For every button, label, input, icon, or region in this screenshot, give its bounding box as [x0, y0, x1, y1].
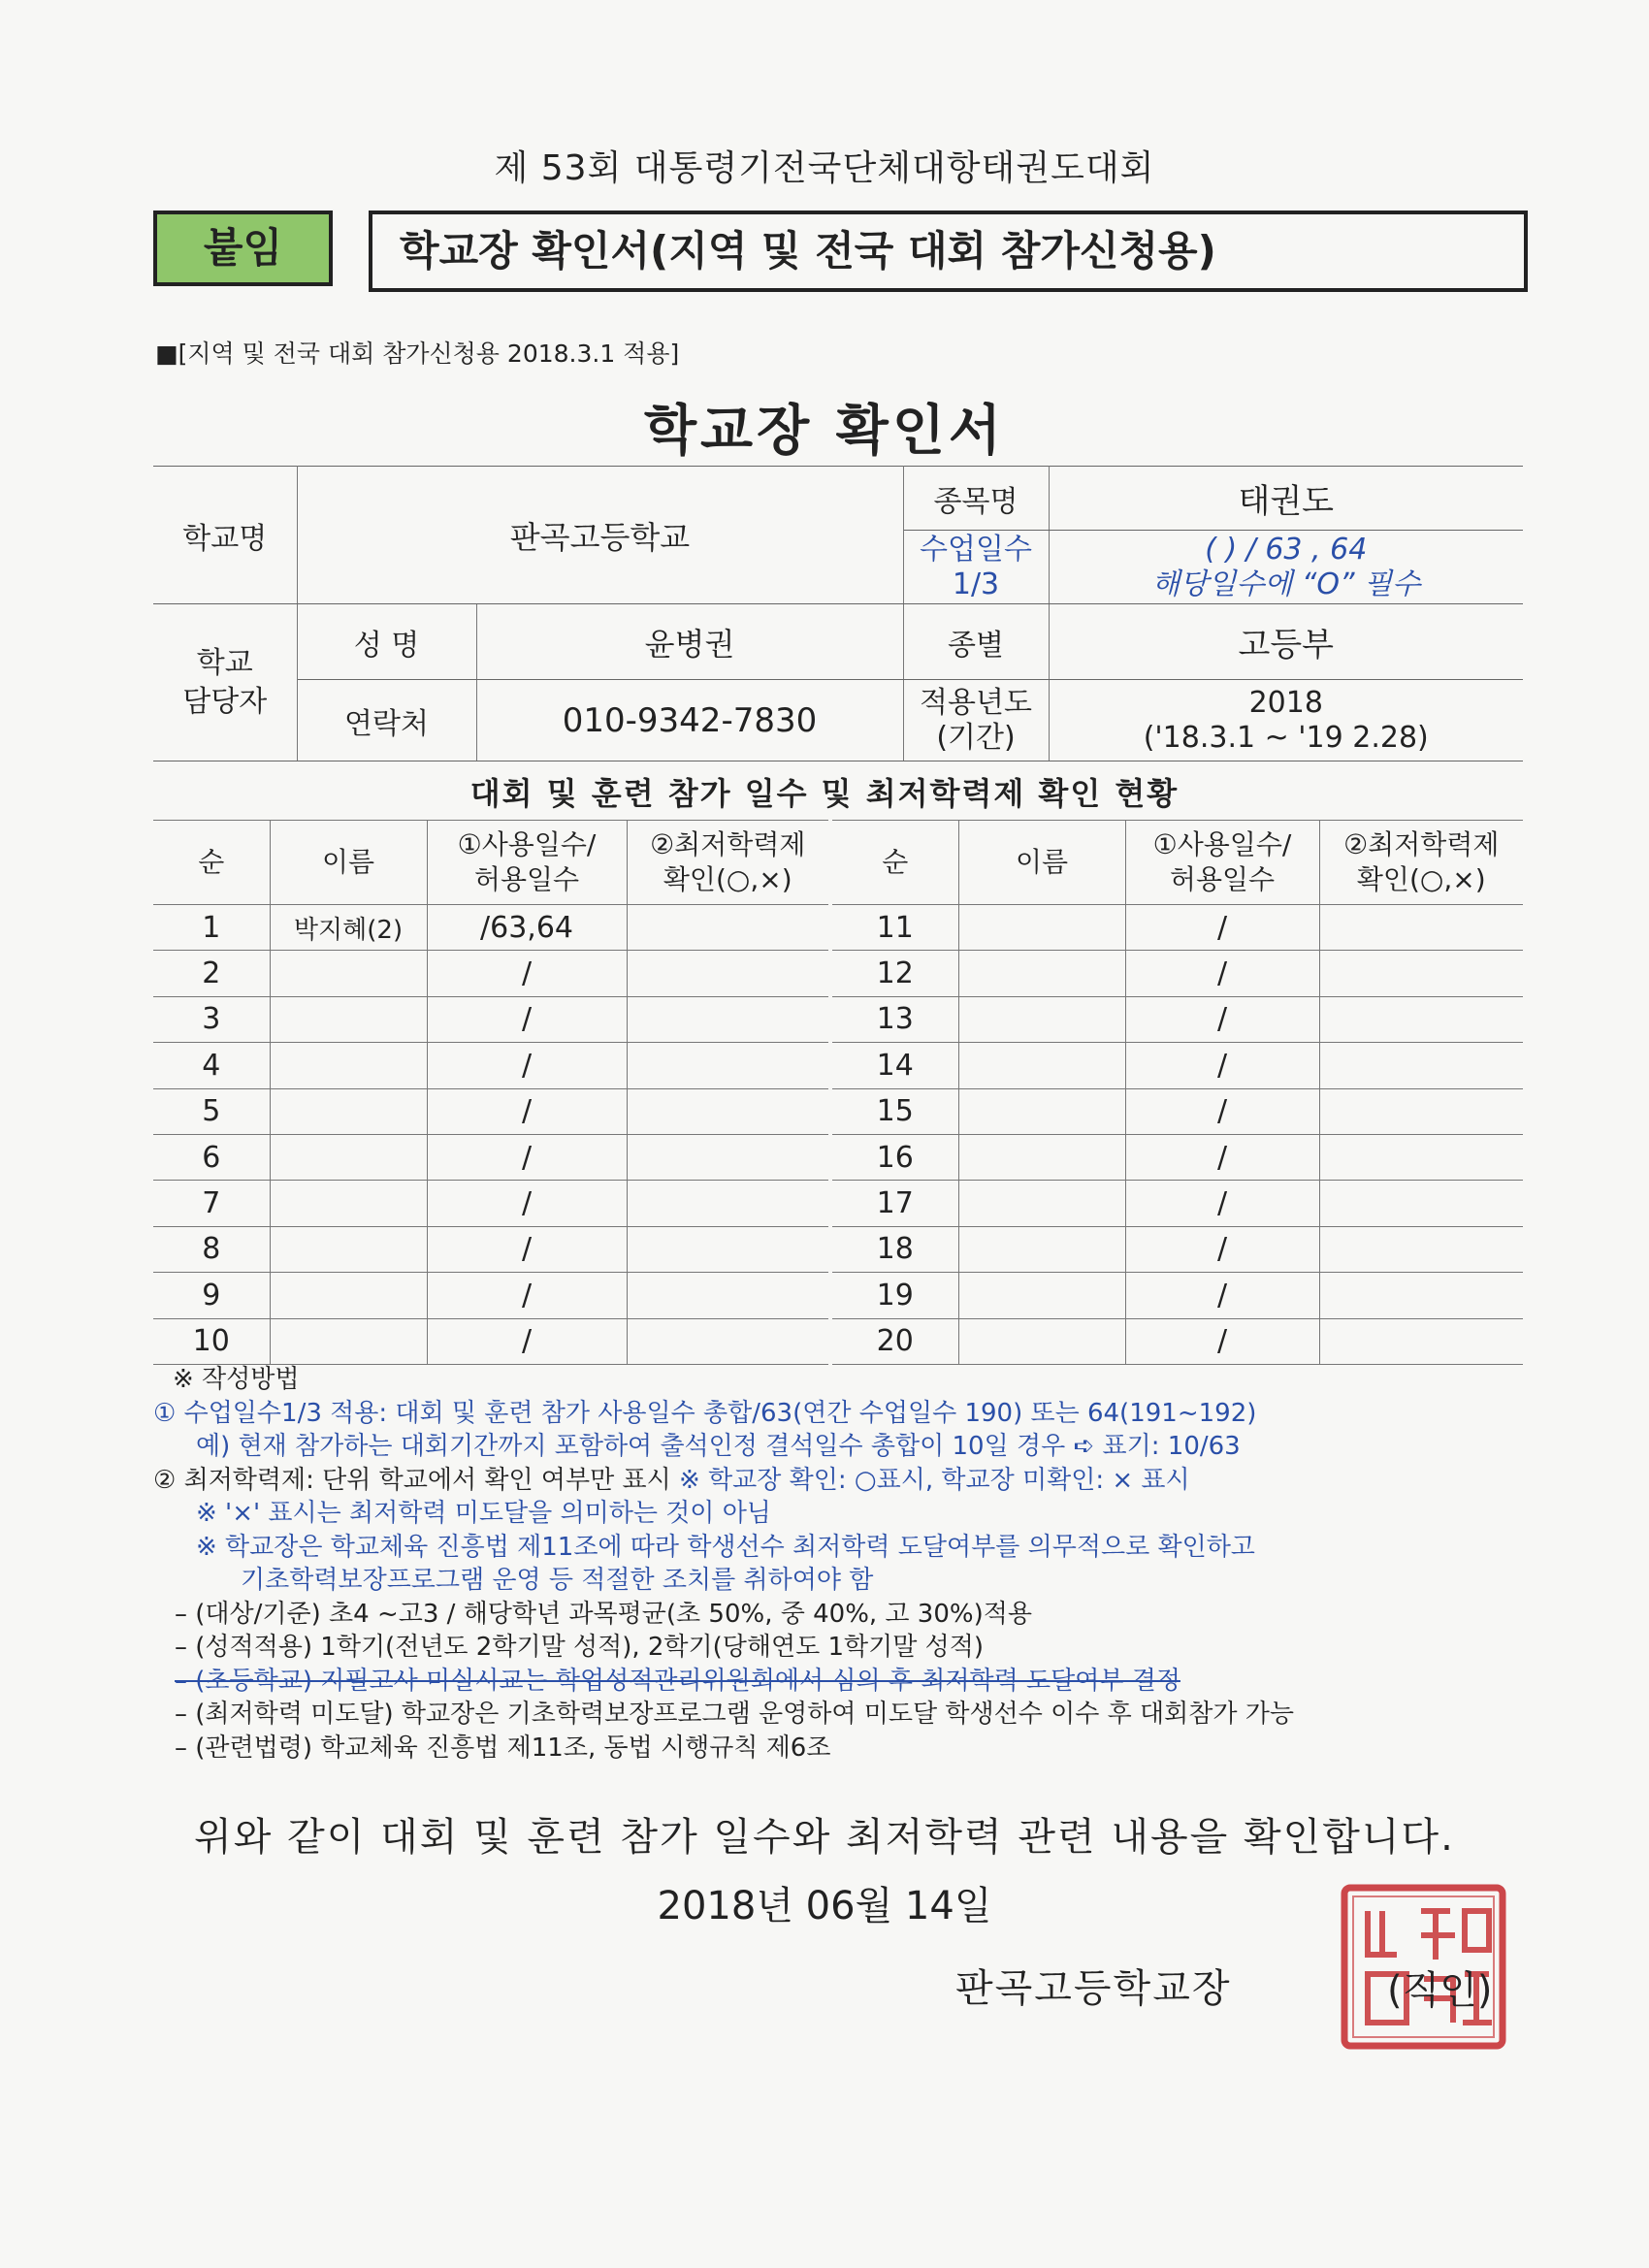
row-check — [1319, 996, 1523, 1042]
row-name — [958, 1088, 1125, 1134]
table-row — [832, 1043, 1523, 1088]
manager-label-2: 담당자 — [182, 684, 268, 719]
row-name — [958, 1134, 1125, 1180]
row-days: / — [427, 1134, 627, 1180]
classdays-label: 수업일수 — [920, 532, 1032, 567]
row-days: / — [427, 1043, 627, 1088]
manager-label: 학교 — [196, 645, 253, 680]
table-row — [832, 905, 1523, 951]
row-check — [1319, 1043, 1523, 1088]
row-days: / — [1125, 1318, 1319, 1364]
row-days: / — [1125, 1181, 1319, 1226]
principal-name: 판곡고등학교장 — [955, 1966, 1232, 2011]
header-no: 순 — [832, 821, 958, 905]
event-title: 제 53회 대통령기전국단체대항태권도대회 — [494, 148, 1155, 188]
notes-heading: ※ 작성방법 — [173, 1365, 300, 1394]
header-days-2: 허용일수 — [1169, 863, 1276, 895]
note-1b: 예) 현재 참가하는 대회기간까지 포함하여 출석인정 결석일수 총합이 10일 경우 ➪ 표기: 10/63 — [196, 1432, 1241, 1461]
note-1: ① 수업일수1/3 적용: 대회 및 훈련 참가 사용일수 총합/63(연간 수업일수 190) 또는 64(191~192) — [153, 1398, 1257, 1428]
row-no: 13 — [832, 996, 958, 1042]
header-check: ②최저학력제 — [650, 828, 806, 860]
detail-5: – (관련법령) 학교체육 진흥법 제11조, 동법 시행규칙 제6조 — [175, 1733, 831, 1763]
header-name: 이름 — [270, 821, 427, 905]
row-name — [958, 951, 1125, 996]
row-check — [627, 1273, 828, 1318]
row-days: / — [427, 996, 627, 1042]
table-row — [153, 1181, 828, 1226]
participation-table-left — [153, 820, 828, 1365]
row-check — [627, 1134, 828, 1180]
row-name — [958, 1181, 1125, 1226]
row-name — [958, 996, 1125, 1042]
note-4b: 기초학력보장프로그램 운영 등 적절한 조치를 취하여야 함 — [241, 1566, 874, 1595]
row-no: 3 — [153, 996, 270, 1042]
contact-value: 010-9342-7830 — [476, 680, 903, 761]
table-row — [832, 1318, 1523, 1364]
row-name — [270, 1088, 427, 1134]
table-row — [153, 1043, 828, 1088]
row-days: / — [1125, 1273, 1319, 1318]
row-check — [627, 1226, 828, 1272]
header-check: ②최저학력제 — [1343, 828, 1500, 860]
row-check — [627, 1318, 828, 1364]
row-days: / — [1125, 1088, 1319, 1134]
row-check — [627, 905, 828, 951]
row-no: 9 — [153, 1273, 270, 1318]
table-row — [153, 1226, 828, 1272]
issue-date: 2018년 06월 14일 — [657, 1884, 992, 1928]
sport-label: 종목명 — [903, 467, 1049, 531]
category-value: 고등부 — [1049, 604, 1523, 680]
row-days: / — [1125, 996, 1319, 1042]
row-check — [627, 996, 828, 1042]
note-2: ② 최저학력제: 단위 학교에서 확인 여부만 표시 — [153, 1465, 680, 1495]
classdays-value: ( ) / 63 , 64 — [1205, 532, 1368, 567]
row-name: 박지혜(2) — [270, 905, 427, 951]
detail-3: – (초등학교) 지필고사 미실시교는 학업성적관리위원회에서 심의 후 최저학력 도달여부 결정 — [175, 1666, 1180, 1696]
classdays-note: 해당일수에 “O” 필수 — [1151, 567, 1421, 601]
name-value: 윤병권 — [476, 604, 903, 680]
contact-label: 연락처 — [297, 680, 476, 761]
year-label-2: (기간) — [936, 720, 1016, 755]
row-no: 18 — [832, 1226, 958, 1272]
row-no: 7 — [153, 1181, 270, 1226]
row-no: 15 — [832, 1088, 958, 1134]
header-days-2: 허용일수 — [473, 863, 580, 895]
row-days: / — [1125, 1043, 1319, 1088]
row-days: / — [427, 951, 627, 996]
row-days: / — [1125, 951, 1319, 996]
row-name — [270, 996, 427, 1042]
participation-table-right — [832, 820, 1523, 1365]
row-check — [627, 1181, 828, 1226]
header-check-2: 확인(○,×) — [663, 863, 792, 895]
row-check — [627, 1088, 828, 1134]
note-2b: ※ 학교장 확인: ○표시, 학교장 미확인: × 표시 — [679, 1465, 1190, 1495]
row-days: / — [427, 1318, 627, 1364]
header-days: ①사용일수/ — [457, 828, 597, 860]
row-name — [958, 905, 1125, 951]
row-no: 17 — [832, 1181, 958, 1226]
row-days: / — [427, 1226, 627, 1272]
row-name — [270, 1226, 427, 1272]
row-no: 1 — [153, 905, 270, 951]
table-row — [832, 996, 1523, 1042]
table-row — [153, 1088, 828, 1134]
school-label: 학교명 — [153, 467, 297, 604]
note-3: ※ '×' 표시는 최저학력 미도달을 의미하는 것이 아님 — [196, 1499, 771, 1528]
table-row — [153, 996, 828, 1042]
table-row — [832, 951, 1523, 996]
header-check-2: 확인(○,×) — [1356, 863, 1486, 895]
row-check — [1319, 1273, 1523, 1318]
detail-4: – (최저학력 미도달) 학교장은 기초학력보장프로그램 운영하여 미도달 학생선수 이수 후 대회참가 가능 — [175, 1700, 1294, 1729]
row-check — [1319, 1088, 1523, 1134]
sport-value: 태권도 — [1049, 467, 1523, 531]
table-row — [832, 1088, 1523, 1134]
row-name — [958, 1043, 1125, 1088]
row-no: 12 — [832, 951, 958, 996]
row-check — [627, 951, 828, 996]
row-name — [270, 1134, 427, 1180]
row-name — [958, 1318, 1125, 1364]
row-no: 10 — [153, 1318, 270, 1364]
row-days: / — [1125, 1134, 1319, 1180]
row-days: / — [427, 1088, 627, 1134]
row-no: 2 — [153, 951, 270, 996]
table-row — [153, 1134, 828, 1180]
row-name — [270, 1318, 427, 1364]
table-row — [153, 1318, 828, 1364]
row-no: 4 — [153, 1043, 270, 1088]
table-row — [832, 1273, 1523, 1318]
row-no: 6 — [153, 1134, 270, 1180]
row-check — [1319, 1226, 1523, 1272]
doc-title: 학교장 확인서 — [643, 400, 1006, 463]
row-no: 20 — [832, 1318, 958, 1364]
row-no: 16 — [832, 1134, 958, 1180]
confirm-text: 위와 같이 대회 및 훈련 참가 일수와 최저학력 관련 내용을 확인합니다. — [194, 1815, 1455, 1860]
header-no: 순 — [153, 821, 270, 905]
row-no: 8 — [153, 1226, 270, 1272]
seal-label: (직인) — [1387, 1968, 1493, 2013]
row-days: / — [1125, 1226, 1319, 1272]
name-label: 성 명 — [297, 604, 476, 680]
form-title: 학교장 확인서(지역 및 전국 대회 참가신청용) — [369, 211, 1528, 292]
table-row — [832, 1226, 1523, 1272]
classdays-label-2: 1/3 — [952, 567, 1000, 601]
detail-1: – (대상/기준) 초4 ~고3 / 해당학년 과목평균(초 50%, 중 40%, 고 30%)적용 — [175, 1599, 1032, 1629]
info-table — [153, 466, 1523, 761]
row-days: / — [427, 1181, 627, 1226]
row-check — [1319, 951, 1523, 996]
row-name — [270, 1181, 427, 1226]
row-name — [270, 951, 427, 996]
school-value: 판곡고등학교 — [297, 467, 903, 604]
header-name: 이름 — [958, 821, 1125, 905]
row-name — [958, 1226, 1125, 1272]
row-days: / — [427, 1273, 627, 1318]
year-label: 적용년도 — [920, 685, 1032, 720]
row-name — [958, 1273, 1125, 1318]
row-no: 11 — [832, 905, 958, 951]
detail-2: – (성적적용) 1학기(전년도 2학기말 성적), 2학기(당해연도 1학기말 성적) — [175, 1633, 985, 1662]
category-label: 종별 — [903, 604, 1049, 680]
row-no: 19 — [832, 1273, 958, 1318]
header-days: ①사용일수/ — [1152, 828, 1292, 860]
instructions — [153, 1363, 1531, 1765]
year-period: ('18.3.1 ~ '19 2.28) — [1143, 720, 1429, 755]
table-row — [153, 905, 828, 951]
form-note: ■[지역 및 전국 대회 참가신청용 2018.3.1 적용] — [155, 340, 680, 368]
row-check — [1319, 1134, 1523, 1180]
year-value: 2018 — [1248, 685, 1323, 720]
row-days: /63,64 — [427, 905, 627, 951]
table-row — [153, 1273, 828, 1318]
row-check — [1319, 1181, 1523, 1226]
section-title: 대회 및 훈련 참가 일수 및 최저학력제 확인 현황 — [469, 775, 1180, 812]
table-row — [832, 1181, 1523, 1226]
table-row — [832, 1134, 1523, 1180]
row-check — [627, 1043, 828, 1088]
table-row — [153, 951, 828, 996]
note-4: ※ 학교장은 학교체육 진흥법 제11조에 따라 학생선수 최저학력 도달여부를 의무적으로 확인하고 — [196, 1532, 1255, 1562]
row-check — [1319, 1318, 1523, 1364]
row-days: / — [1125, 905, 1319, 951]
attachment-badge: 붙임 — [153, 211, 333, 286]
row-name — [270, 1273, 427, 1318]
row-name — [270, 1043, 427, 1088]
row-no: 5 — [153, 1088, 270, 1134]
row-check — [1319, 905, 1523, 951]
row-no: 14 — [832, 1043, 958, 1088]
